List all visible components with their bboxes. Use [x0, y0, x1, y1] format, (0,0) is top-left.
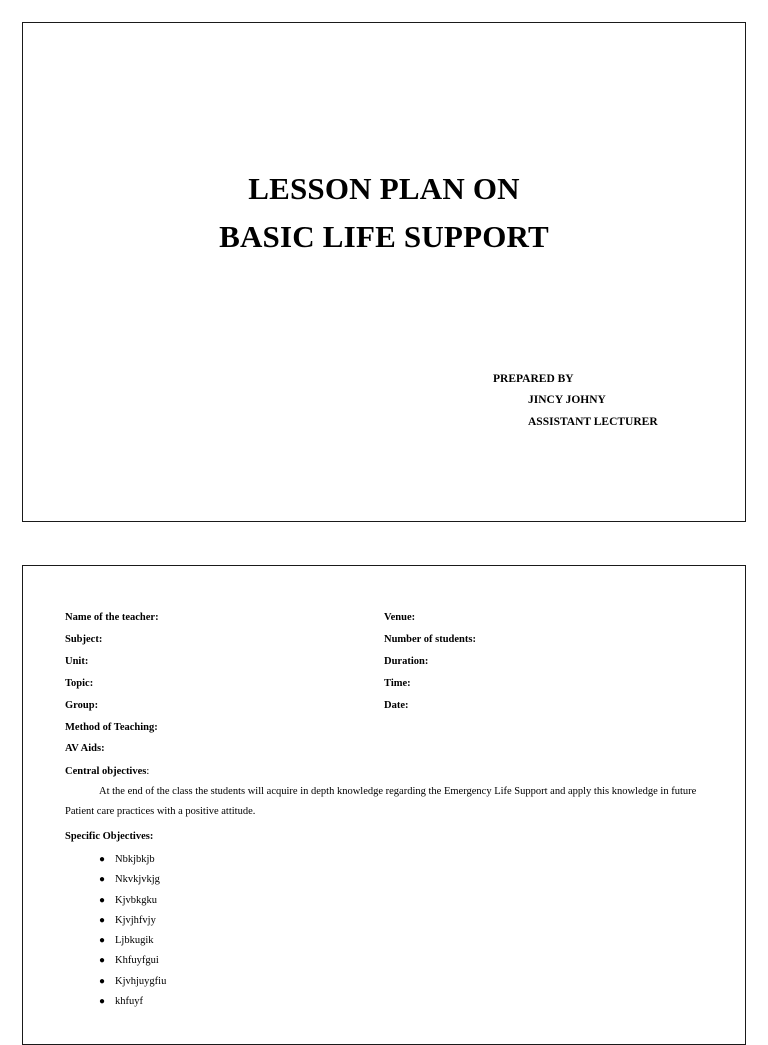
list-item — [99, 911, 166, 931]
field-venue: Venue: — [384, 612, 416, 623]
objective-text: Kjvjhfvjy — [115, 914, 156, 926]
objective-text: Ljbkugik — [115, 935, 154, 947]
title-line-1: LESSON PLAN ON — [248, 171, 520, 206]
list-item — [99, 951, 166, 971]
bullet-icon: ● — [99, 935, 106, 947]
field-time: Time: — [384, 678, 411, 689]
field-date: Date: — [384, 700, 409, 711]
field-duration: Duration: — [384, 656, 429, 667]
field-unit: Unit: — [65, 656, 89, 667]
objective-text: Khfuyfgui — [115, 955, 159, 967]
author-role: ASSISTANT LECTURER — [528, 416, 658, 428]
bullet-icon: ● — [99, 914, 106, 926]
objective-text: Nkvkjvkjg — [115, 874, 160, 886]
cover-page — [22, 22, 746, 522]
field-group: Group: — [65, 700, 99, 711]
field-teacher-name: Name of the teacher: — [65, 612, 159, 623]
title-line-2: BASIC LIFE SUPPORT — [219, 219, 549, 254]
central-objectives-text: At the end of the class the students will acquire in depth knowledge regarding the Emergency Life Support and apply this knowledge in future Patient care practices with a positive attitude. — [65, 786, 697, 817]
list-item — [99, 870, 166, 890]
central-objectives-colon: : — [146, 766, 150, 777]
field-subject: Subject: — [65, 634, 103, 645]
list-item — [99, 891, 166, 911]
list-item — [99, 972, 166, 992]
prepared-by-label: PREPARED BY — [493, 373, 574, 385]
author-name: JINCY JOHNY — [528, 394, 606, 406]
objective-text: Kjvbkgku — [115, 894, 157, 906]
list-item — [99, 992, 166, 1012]
central-objectives-heading — [65, 766, 149, 777]
bullet-icon: ● — [99, 955, 106, 967]
bullet-icon: ● — [99, 996, 106, 1008]
details-page — [22, 565, 746, 1045]
field-av-aids: AV Aids: — [65, 743, 105, 754]
central-objectives-label: Central objectives — [65, 766, 147, 777]
field-number-of-students: Number of students: — [384, 634, 476, 645]
field-topic: Topic: — [65, 678, 94, 689]
objective-text: Kjvhjuygfiu — [115, 975, 167, 987]
bullet-icon: ● — [99, 894, 106, 906]
bullet-icon: ● — [99, 975, 106, 987]
field-method-of-teaching: Method of Teaching: — [65, 722, 158, 733]
objective-text: khfuyf — [115, 996, 143, 1008]
bullet-icon: ● — [99, 874, 106, 886]
bullet-icon: ● — [99, 854, 106, 865]
list-item — [99, 931, 166, 951]
objective-text: Nbkjbkjb — [115, 854, 155, 865]
specific-objectives-list — [99, 850, 166, 1012]
list-item — [99, 850, 166, 870]
specific-objectives-heading: Specific Objectives: — [65, 831, 154, 842]
